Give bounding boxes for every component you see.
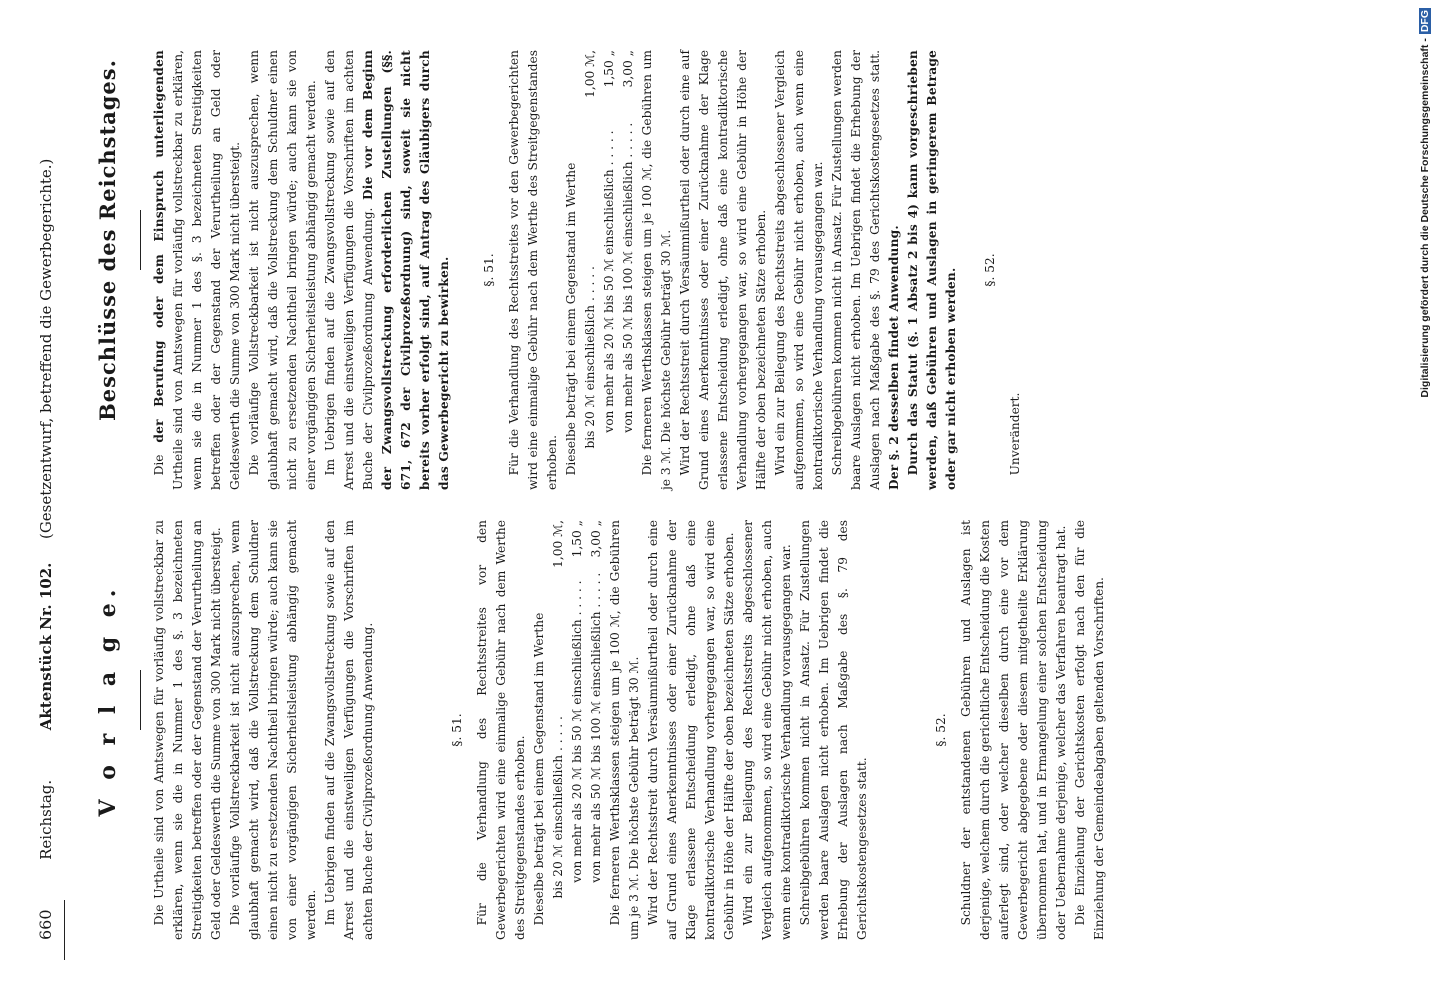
beschluesse-s51-paragraph-4: Wird der Rechtsstreit durch Versäumnißurtheil oder durch eine auf Grund eines Anerkenntnisses oder einer Zurücknahme der Klage erlassene Entscheidung erledigt, ohne daß eine kontradiktorische Verhandlung vorhergegangen war, so wird eine Gebühr in Höhe der Hälfte der oben bezeichneten Sätze erhoben. (678, 50, 768, 490)
vorlage-paragraph-1: Die Urtheile sind von Amtswegen für vorläufig vollstreckbar zu erklären, wenn sie die in Nummer 1 des §. 3 bezeichneten Streitigkeiten betreffen oder der Gegenstand der Verurtheilung an Geld oder Geldeswerth die Summe von 300 Mark nicht übersteigt. (152, 520, 223, 940)
right-column-title: Beschlüsse des Reichstages. (95, 59, 120, 421)
dfg-watermark-text: Digitalisierung gefördert durch die Deutsche Forschungsgemeinschaft -DFG (1419, 10, 1431, 398)
fee-value: 1,50 „ (570, 520, 584, 558)
vorlage-section-52-heading: §. 52. (934, 713, 948, 747)
fee-value: 1,00 ℳ, (551, 520, 565, 568)
vorlage-s52-paragraph-2: Die Einziehung der Gerichtskosten erfolgt nach den für die Einziehung der Gemeindeabgaben geltenden Vorschriften. (1073, 520, 1106, 940)
header-gesetzentwurf: (Gesetzentwurf, betreffend die Gewerbegerichte.) (37, 158, 55, 540)
vorlage-s51-paragraph-6: Schreibgebühren kommen nicht in Ansatz. Für Zustellungen werden baare Auslagen nicht erhoben. Im Uebrigen findet die Erhebung der Auslagen nach Maßgabe des §. 79 des Gerichtskostengesetzes statt. (798, 520, 869, 940)
dfg-watermark (1415, 0, 1432, 1000)
vorlage-paragraph-2: Die vorläufige Vollstreckbarkeit ist nicht auszusprechen, wenn glaubhaft gemacht wird, daß die Vollstreckung dem Schuldner einen nicht zu ersetzenden Nachtheil bringen würde; auch kann sie von einer vorgängigen Sicherheitsleistung abhängig gemacht werden. (228, 520, 318, 940)
beschluesse-paragraph-1: Die der Berufung oder dem Einspruch unterliegenden Urtheile sind von Amtswegen für vorläufig vollstreckbar zu erklären, wenn sie die in Nummer 1 des §. 3 bezeichneten Streitigkeiten betreffen oder der Gegenstand der Verurtheilung an Geld oder Geldeswerth die Summe von 300 Mark nicht übersteigt. (152, 50, 242, 490)
fee-value: 3,00 „ (621, 50, 635, 88)
beschluesse-column (150, 50, 1025, 490)
vorlage-s51-paragraph-2: Dieselbe beträgt bei einem Gegenstand im Werthe (532, 612, 546, 926)
beschluesse-s51-paragraph-6-bold: Der §. 2 desselben findet Anwendung. (887, 225, 901, 490)
vorlage-paragraph-3: Im Uebrigen finden auf die Zwangsvollstreckung sowie auf den Arrest und die einstweiligen Verfügungen die Vorschriften im achten Buche der Civilprozeßordnung Anwendung. (323, 520, 375, 940)
beschluesse-s51-paragraph-7: Durch das Statut (§. 1 Absatz 2 bis 4) kann vorgeschrieben werden, daß Gebühren und Auslagen in geringerem Betrage oder gar nicht erhoben werden. (906, 50, 958, 490)
vorlage-s51-paragraph-5: Wird ein zur Beilegung des Rechtsstreits abgeschlossener Vergleich aufgenommen, so wird eine Gebühr nicht erhoben, auch wenn eine kontradiktorische Verhandlung vorausgegangen war. (741, 520, 793, 940)
header-rule (64, 900, 65, 960)
fee-label: von mehr als 50 ℳ bis 100 ℳ einschließlich . . . . . (589, 572, 603, 883)
beschluesse-s51-paragraph-1: Für die Verhandlung des Rechtsstreites vor den Gewerbegerichten wird eine einmalige Gebühr nach dem Werthe des Streitgegenstandes erhoben. (507, 50, 559, 490)
vorlage-column (150, 520, 1109, 940)
vorlage-s51-paragraph-4: Wird der Rechtsstreit durch Versäumnißurtheil oder durch eine auf Grund eines Anerkenntnisses oder einer Zurücknahme der Klage erlassene Entscheidung erledigt, ohne daß eine kontradiktorische Verhandlung vorhergegangen war, so wird eine Gebühr in Höhe der Hälfte der oben bezeichneten Sätze erhoben. (646, 520, 736, 940)
fee-value: 1,50 „ (602, 50, 616, 88)
beschluesse-paragraph-3-bold: Die vor dem Beginn der Zwangsvollstreckung erforderlichen Zustellungen (§§. 671, 672 der Civilprozeßordnung) sind, soweit sie nicht bereits vorher erfolgt sind, auf Antrag des Gläubigers durch das Gewerbegericht zu bewirken. (361, 50, 451, 490)
fee-label: von mehr als 20 ℳ bis 50 ℳ einschließlich . . . . . (602, 130, 616, 433)
left-title-rule (140, 670, 141, 730)
vorlage-fee-row-2 (568, 520, 587, 940)
vorlage-s52-paragraph-1: Schuldner der entstandenen Gebühren und Auslagen ist derjenige, welchem durch die gerichtliche Entscheidung die Kosten auferlegt sind, oder welcher dieselben durch eine vor dem Gewerbegericht abgegebene oder diesem mitgetheilte Erklärung übernommen hat, und in Ermangelung einer solchen Entscheidung oder Uebernahme derjenige, welcher das Verfahren beantragt hat. (959, 520, 1068, 940)
vorlage-fee-row-3 (587, 520, 606, 940)
beschluesse-paragraph-2: Die vorläufige Vollstreckbarkeit ist nicht auszusprechen, wenn glaubhaft gemacht wird, daß die Vollstreckung dem Schuldner einen nicht zu ersetzenden Nachtheil bringen würde; auch kann sie von einer vorgängigen Sicherheitsleistung abhängig gemacht werden. (247, 50, 318, 490)
fee-label: bis 20 ℳ einschließlich . . . . . (583, 266, 597, 449)
beschluesse-paragraph-1-bold: der Berufung oder dem Einspruch unterliegenden (152, 50, 166, 443)
beschluesse-fee-row-2 (600, 50, 619, 490)
beschluesse-s51-paragraph-2: Dieselbe beträgt bei einem Gegenstand im Werthe (564, 162, 578, 476)
page-header (36, 159, 55, 940)
dfg-logo-badge: DFG (1419, 10, 1431, 33)
vorlage-section-51-heading: §. 51. (450, 713, 464, 747)
fee-label: von mehr als 20 ℳ bis 50 ℳ einschließlich . . . . . (570, 580, 584, 883)
beschluesse-s51-paragraph-3: Die ferneren Werthsklassen steigen um je 100 ℳ, die Gebühren um je 3 ℳ. Die höchste Gebühr beträgt 30 ℳ. (640, 50, 673, 490)
vorlage-fee-row-1 (549, 520, 568, 940)
fee-label: bis 20 ℳ einschließlich . . . . . (551, 716, 565, 899)
beschluesse-section-52-heading: §. 52. (983, 253, 997, 287)
beschluesse-fee-row-1 (581, 50, 600, 490)
beschluesse-section-51-heading: §. 51. (482, 253, 496, 287)
vorlage-s51-paragraph-1: Für die Verhandlung des Rechtsstreites vor den Gewerbegerichten wird eine einmalige Gebühr nach dem Werthe des Streitgegenstandes erhoben. (475, 520, 527, 940)
fee-value: 1,00 ℳ, (583, 50, 597, 98)
beschluesse-s52-paragraph-1: Unverändert. (1008, 392, 1022, 476)
beschluesse-paragraph-3: Im Uebrigen finden auf die Zwangsvollstreckung sowie auf den Arrest und die einstweiligen Verfügungen die Vorschriften im achten Buche der Civilprozeßordnung Anwendung. Die vor dem Beginn der Zwangsvollstreckung erforderlichen Zustellungen (§§. 671, 672 der Civilprozeßordnung) sind, soweit sie nicht bereits vorher erfolgt sind, auf Antrag des Gläubigers durch das Gewerbegericht zu bewirken. (323, 50, 451, 490)
header-aktenstueck: Aktenstück Nr. 102. (37, 562, 55, 731)
fee-value: 3,00 „ (589, 520, 603, 558)
header-reichstag: Reichstag. (37, 779, 55, 860)
left-column-title: V o r l a g e. (95, 583, 121, 817)
beschluesse-s51-paragraph-5: Wird ein zur Beilegung des Rechtsstreits abgeschlossener Vergleich aufgenommen, so wird eine Gebühr nicht erhoben, auch wenn eine kontradiktorische Verhandlung vorausgegangen war. (773, 50, 825, 490)
right-title-rule (140, 210, 141, 270)
page-number: 660 (36, 909, 55, 940)
beschluesse-s51-paragraph-6: Schreibgebühren kommen nicht in Ansatz. Für Zustellungen werden baare Auslagen nicht erhoben. Im Uebrigen findet die Erhebung der Auslagen nach Maßgabe des §. 79 des Gerichtskostengesetzes statt. Der §. 2 desselben findet Anwendung. (830, 50, 901, 490)
vorlage-s51-paragraph-3: Die ferneren Werthsklassen steigen um je 100 ℳ, die Gebühren um je 3 ℳ. Die höchste Gebühr beträgt 30 ℳ. (608, 520, 641, 940)
beschluesse-fee-row-3 (619, 50, 638, 490)
fee-label: von mehr als 50 ℳ bis 100 ℳ einschließlich . . . . . (621, 122, 635, 433)
